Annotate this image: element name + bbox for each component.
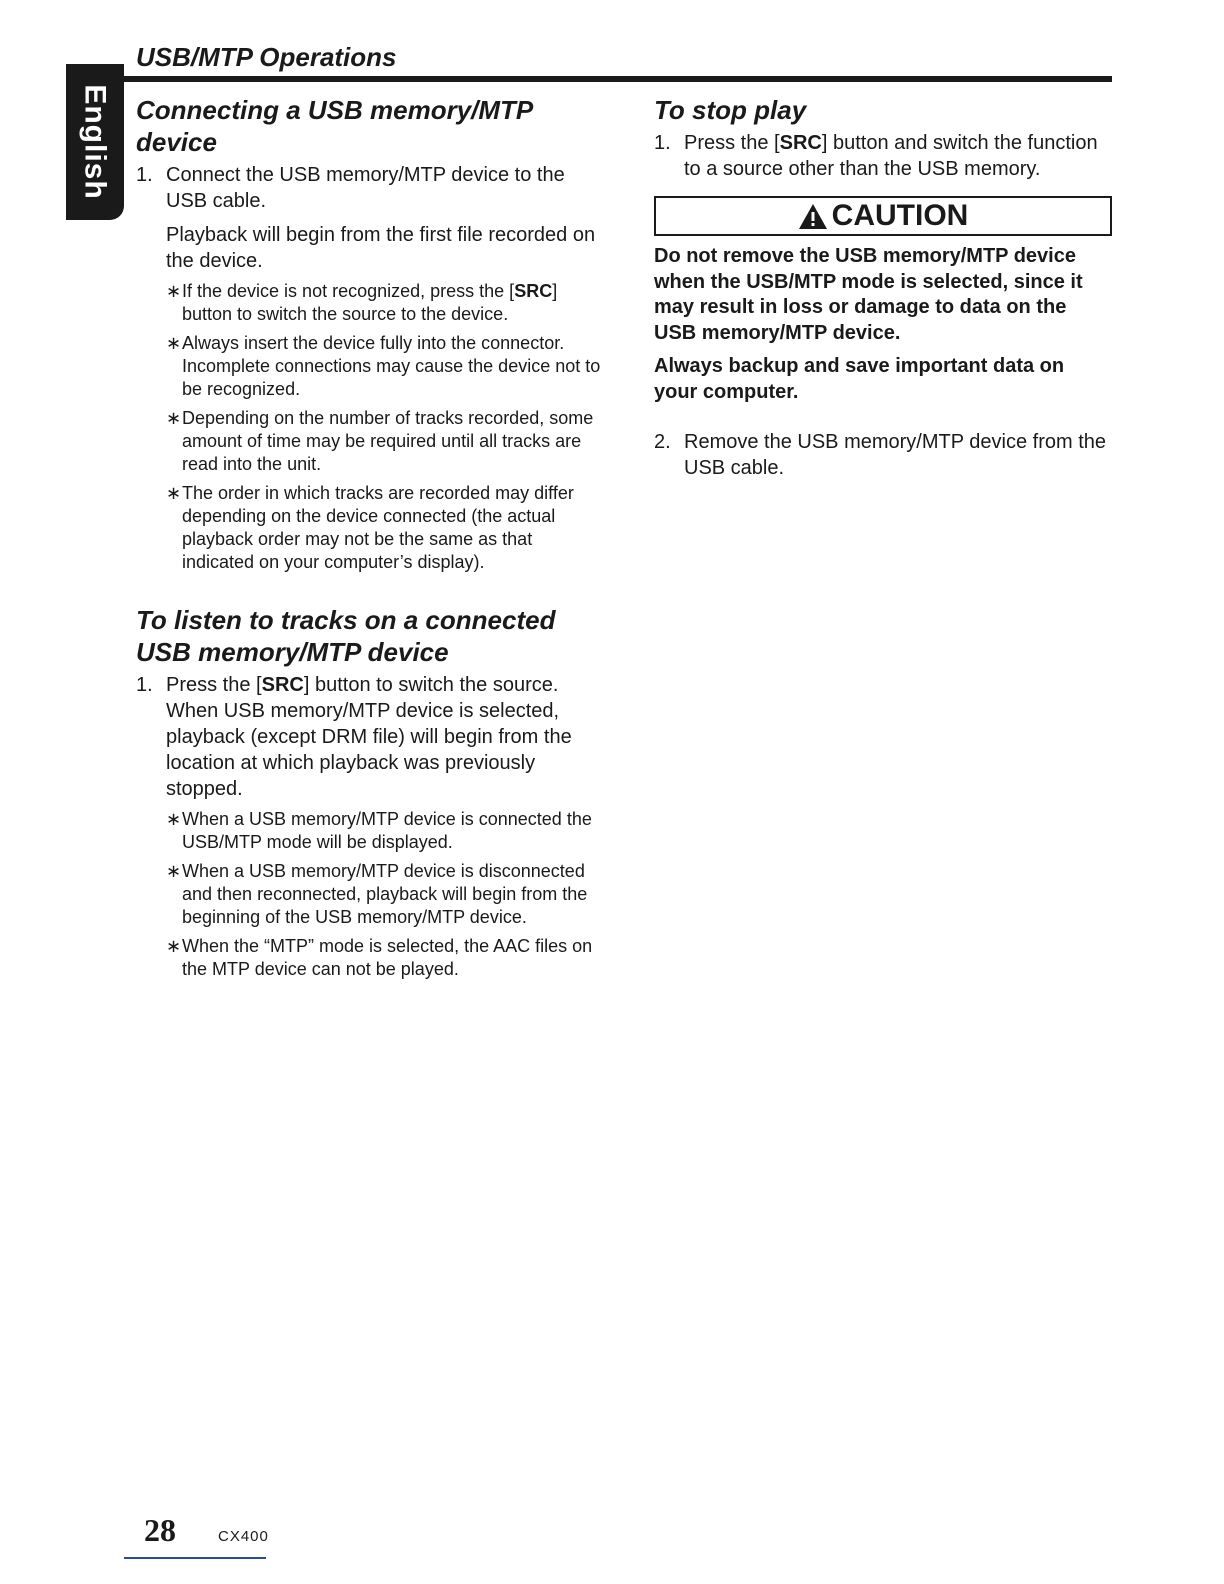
step-number: 1.: [136, 674, 153, 696]
step-number: 2.: [654, 431, 671, 453]
connecting-heading: [136, 94, 606, 158]
caution-box: [654, 196, 1112, 236]
asterisk-icon: ∗: [166, 281, 182, 301]
stop-step-2: [654, 429, 1112, 481]
note-text: When the “MTP” mode is selected, the AAC files on the MTP device can not be played.: [182, 936, 593, 979]
src-button-label: SRC: [514, 281, 553, 301]
language-tab: [66, 64, 124, 220]
playback-note: Playback will begin from the first file recorded on the device.: [166, 224, 596, 272]
asterisk-icon: ∗: [166, 408, 182, 428]
connecting-note-2: [166, 332, 606, 401]
step-text: Remove the USB memory/MTP device from the USB cable.: [684, 431, 1106, 479]
connecting-note-4: [166, 482, 606, 574]
step-text: Press the [SRC] button to switch the source. When USB memory/MTP device is selected, playback (except DRM file) will begin from the location at which playback was previously stopped.: [166, 674, 572, 800]
asterisk-icon: ∗: [166, 483, 182, 503]
caution-warning-2: Always backup and save important data on your computer.: [654, 355, 1065, 403]
note-text: Always insert the device fully into the connector. Incomplete connections may cause the device not to be recognized.: [182, 333, 601, 399]
asterisk-icon: ∗: [166, 936, 182, 956]
listen-heading: [136, 604, 606, 668]
warning-triangle-icon: [798, 203, 828, 230]
src-button-label: SRC: [261, 674, 304, 696]
left-column: [136, 94, 606, 981]
listen-note-1: [166, 808, 606, 854]
listen-note-3: [166, 935, 606, 981]
src-button-label: SRC: [779, 132, 822, 154]
page-header-title: USB/MTP Operations: [136, 42, 397, 72]
step-number: 1.: [654, 132, 671, 154]
listen-heading-line1: To listen to tracks on a connected: [136, 605, 556, 635]
connecting-note-3: [166, 407, 606, 476]
note-text: Depending on the number of tracks recorded, some amount of time may be required until all tracks are read into the unit.: [182, 408, 594, 474]
note-text: If the device is not recognized, press the [SRC] button to switch the source to the device.: [182, 281, 558, 324]
step-text: Press the [SRC] button and switch the function to a source other than the USB memory.: [684, 132, 1098, 180]
model-name: CX400: [218, 1528, 269, 1545]
footer-rule: [124, 1557, 266, 1559]
step-number: 1.: [136, 164, 153, 186]
connecting-heading-line2: device: [136, 127, 217, 157]
page-number: 28: [144, 1512, 176, 1548]
listen-heading-line2: USB memory/MTP device: [136, 637, 449, 667]
header-rule: [124, 76, 1112, 82]
language-tab-label: English: [79, 84, 112, 200]
caution-warning-1: Do not remove the USB memory/MTP device when the USB/MTP mode is selected, since it may result in loss or damage to data on the USB memory/MTP device.: [654, 245, 1083, 344]
stop-heading: To stop play: [654, 95, 807, 125]
note-text: The order in which tracks are recorded may differ depending on the device connected (the actual playback order may not be the same as that indicated on your computer’s display).: [182, 483, 574, 572]
connecting-note-1: [166, 280, 606, 326]
asterisk-icon: ∗: [166, 861, 182, 881]
note-text: When a USB memory/MTP device is connected the USB/MTP mode will be displayed.: [182, 809, 592, 852]
connecting-step-1: [136, 162, 606, 214]
asterisk-icon: ∗: [166, 333, 182, 353]
step-text: Connect the USB memory/MTP device to the USB cable.: [166, 164, 565, 212]
caution-title: CAUTION: [831, 199, 969, 232]
listen-step-1: [136, 672, 606, 802]
asterisk-icon: ∗: [166, 809, 182, 829]
stop-step-1: [654, 130, 1112, 182]
connecting-heading-line1: Connecting a USB memory/MTP: [136, 95, 534, 125]
note-text: When a USB memory/MTP device is disconnected and then reconnected, playback will begin from the beginning of the USB memory/MTP device.: [182, 861, 588, 927]
right-column: [654, 94, 1112, 481]
listen-note-2: [166, 860, 606, 929]
